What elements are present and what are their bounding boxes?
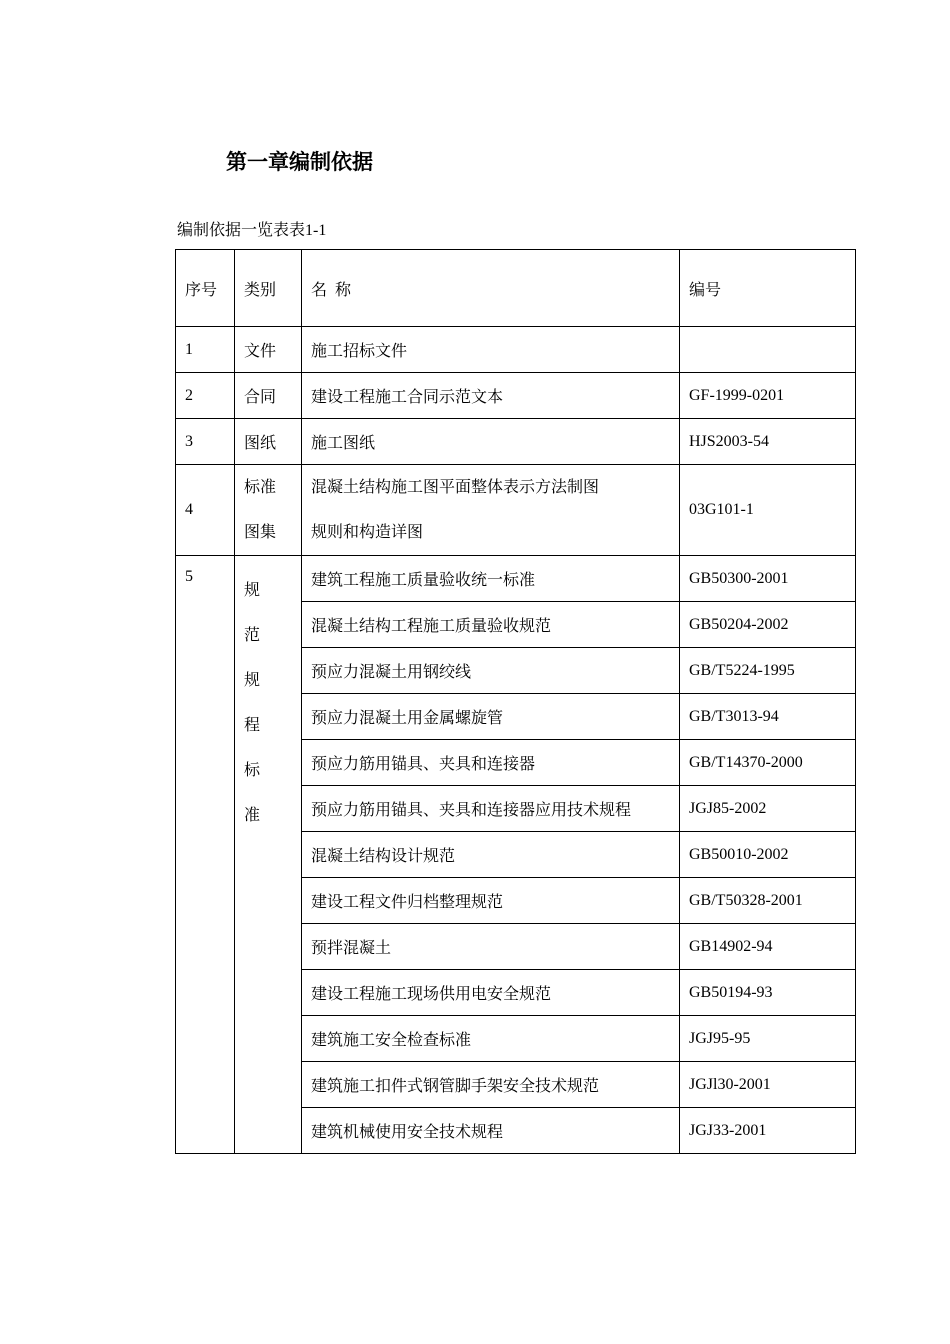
name-line: 规则和构造详图 [311, 524, 424, 541]
cell-code: 03G101-1 [680, 465, 856, 556]
cell-category-vertical [235, 556, 302, 1154]
cell-code: JGJ85-2002 [680, 786, 856, 832]
cell-name: 预应力筋用锚具、夹具和连接器应用技术规程 [302, 786, 680, 832]
table-row [176, 327, 856, 373]
cell-name: 建筑施工扣件式钢管脚手架安全技术规范 [302, 1062, 680, 1108]
table-row [176, 373, 856, 419]
page-title: 第一章编制依据 [226, 150, 373, 174]
category-char: 规 [244, 582, 261, 599]
cell-name: 施工图纸 [302, 419, 680, 465]
cell-seq: 3 [176, 419, 235, 465]
cell-name: 建筑机械使用安全技术规程 [302, 1108, 680, 1154]
cell-category [235, 465, 302, 556]
cell-name: 混凝土结构工程施工质量验收规范 [302, 602, 680, 648]
cell-name: 混凝土结构设计规范 [302, 832, 680, 878]
category-char: 规 [244, 672, 261, 689]
table-header-row [176, 250, 856, 327]
table-row [176, 419, 856, 465]
cell-code: GB50194-93 [680, 970, 856, 1016]
cell-name: 建设工程施工现场供用电安全规范 [302, 970, 680, 1016]
category-char: 标 [244, 762, 261, 779]
cell-code: GB/T14370-2000 [680, 740, 856, 786]
cell-name: 建筑工程施工质量验收统一标准 [302, 556, 680, 602]
cell-seq: 1 [176, 327, 235, 373]
cell-code [680, 327, 856, 373]
cell-name: 建设工程施工合同示范文本 [302, 373, 680, 419]
header-code: 编号 [680, 250, 856, 327]
cell-code: HJS2003-54 [680, 419, 856, 465]
cell-seq: 4 [176, 465, 235, 556]
category-char: 准 [244, 807, 261, 824]
cell-name: 建设工程文件归档整理规范 [302, 878, 680, 924]
basis-table [175, 249, 856, 1154]
cell-code: GB50300-2001 [680, 556, 856, 602]
name-line: 混凝土结构施工图平面整体表示方法制图 [311, 479, 600, 496]
header-name: 名 称 [302, 250, 680, 327]
header-seq: 序号 [176, 250, 235, 327]
cell-code: GB/T50328-2001 [680, 878, 856, 924]
category-line: 标准 [244, 479, 277, 496]
table-row [176, 556, 856, 602]
cell-category: 合同 [235, 373, 302, 419]
cell-code: JGJ95-95 [680, 1016, 856, 1062]
cell-seq: 2 [176, 373, 235, 419]
category-line: 图集 [244, 524, 277, 541]
cell-code: JGJl30-2001 [680, 1062, 856, 1108]
cell-category: 文件 [235, 327, 302, 373]
cell-code: GF-1999-0201 [680, 373, 856, 419]
cell-seq: 5 [176, 556, 235, 1154]
cell-code: GB50010-2002 [680, 832, 856, 878]
cell-name: 预应力混凝土用钢绞线 [302, 648, 680, 694]
category-char: 程 [244, 717, 261, 734]
cell-category: 图纸 [235, 419, 302, 465]
header-category: 类别 [235, 250, 302, 327]
cell-name: 预拌混凝土 [302, 924, 680, 970]
cell-code: GB/T3013-94 [680, 694, 856, 740]
cell-code: JGJ33-2001 [680, 1108, 856, 1154]
cell-name: 施工招标文件 [302, 327, 680, 373]
cell-code: GB14902-94 [680, 924, 856, 970]
cell-name: 预应力筋用锚具、夹具和连接器 [302, 740, 680, 786]
cell-code: GB50204-2002 [680, 602, 856, 648]
category-char: 范 [244, 627, 261, 644]
cell-name: 建筑施工安全检查标准 [302, 1016, 680, 1062]
cell-code: GB/T5224-1995 [680, 648, 856, 694]
table-row [176, 465, 856, 556]
cell-name [302, 465, 680, 556]
cell-name: 预应力混凝土用金属螺旋管 [302, 694, 680, 740]
table-caption: 编制依据一览表表1-1 [177, 222, 327, 239]
